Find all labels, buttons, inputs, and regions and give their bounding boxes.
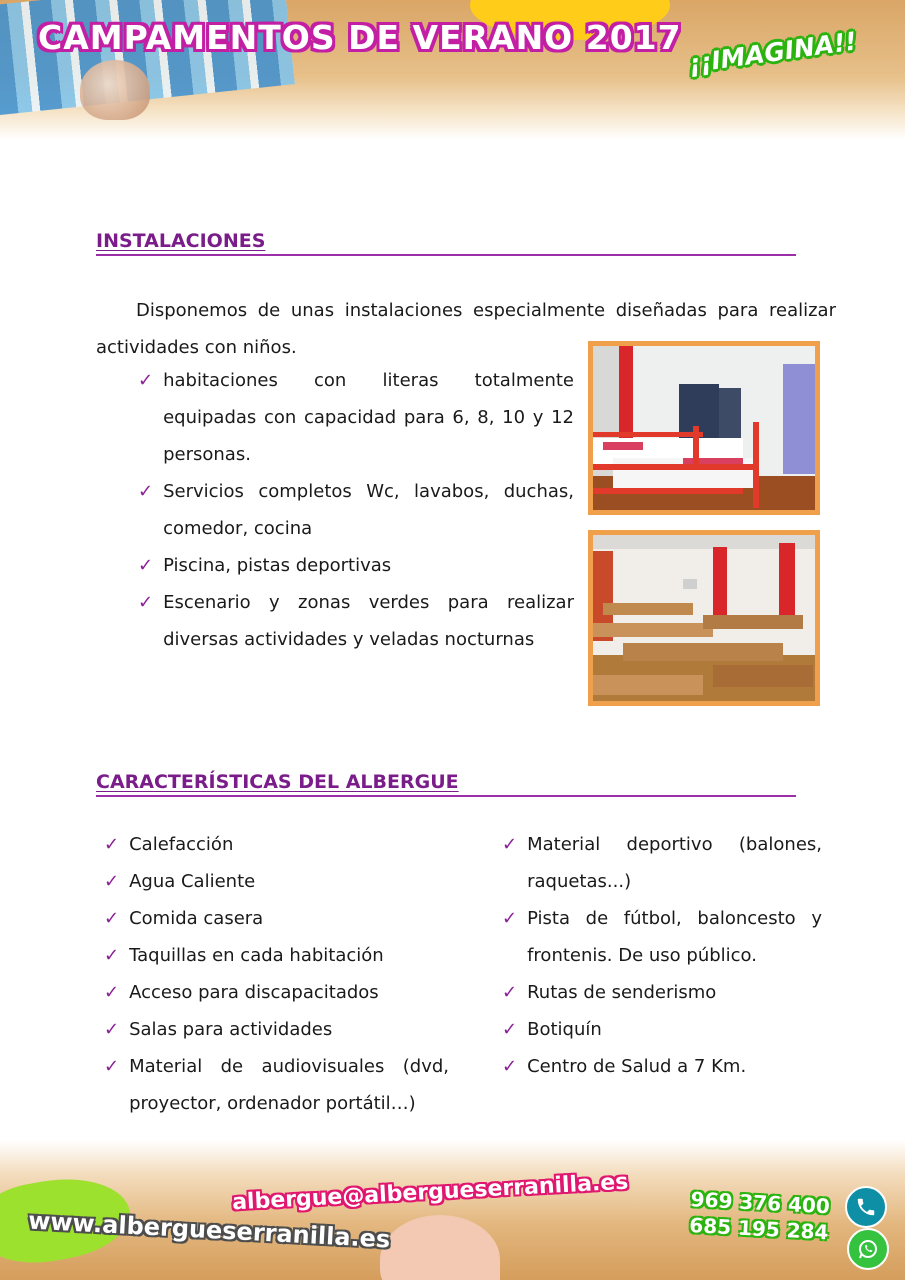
phone-number-landline[interactable]: 969 376 400 [690,1187,831,1219]
list-item: ✓ Centro de Salud a 7 Km. [502,1048,822,1085]
checkmark-icon: ✓ [104,871,120,892]
features-list-left [104,826,449,1122]
list-item: ✓ Acceso para discapacitados [104,974,449,1011]
header-banner [0,0,905,140]
checkmark-icon: ✓ [502,908,518,929]
checkmark-icon: ✓ [502,1019,518,1040]
list-item: ✓ Piscina, pistas deportivas [138,547,574,584]
checkmark-icon: ✓ [502,834,518,855]
intro-paragraph: Disponemos de unas instalaciones especialmente diseñadas para realizar actividades con niños. [96,300,836,358]
checkmark-icon: ✓ [138,592,154,613]
list-item: ✓ Servicios completos Wc, lavabos, duchas, comedor, cocina [138,473,574,547]
list-item: ✓ Rutas de senderismo [502,974,822,1011]
list-item: ✓ Pista de fútbol, baloncesto y frontenis. De uso público. [502,900,822,974]
checkmark-icon: ✓ [104,982,120,1003]
seashell-decoration [80,60,150,120]
list-item: ✓ Escenario y zonas verdes para realizar diversas actividades y veladas nocturnas [138,584,574,658]
page-title: CAMPAMENTOS DE VERANO 2017 [38,18,682,57]
checkmark-icon: ✓ [138,481,154,502]
checkmark-icon: ✓ [138,555,154,576]
checkmark-icon: ✓ [104,945,120,966]
list-item: ✓ Calefacción [104,826,449,863]
hand-decoration [380,1215,500,1280]
section-heading-caracteristicas: CARACTERÍSTICAS DEL ALBERGUE [96,771,796,797]
checkmark-icon: ✓ [502,1056,518,1077]
bedroom-illustration [593,346,815,510]
dining-room-photo [588,530,820,706]
list-item: ✓ Taquillas en cada habitación [104,937,449,974]
section-heading-instalaciones: INSTALACIONES [96,230,796,256]
website-link[interactable]: www.albergueserranilla.es [27,1206,391,1254]
checkmark-icon: ✓ [104,1056,120,1077]
features-list-right [502,826,822,1085]
list-item: ✓ Material deportivo (balones, raquetas...) [502,826,822,900]
list-item: ✓ habitaciones con literas totalmente equipadas con capacidad para 6, 8, 10 y 12 personas. [138,362,574,473]
list-item: ✓ Material de audiovisuales (dvd, proyector, ordenador portátil…) [104,1048,449,1122]
dining-room-illustration [593,535,815,701]
checkmark-icon: ✓ [104,1019,120,1040]
checkmark-icon: ✓ [104,908,120,929]
facilities-list [138,362,574,658]
checkmark-icon: ✓ [502,982,518,1003]
list-item: ✓ Salas para actividades [104,1011,449,1048]
list-item: ✓ Botiquín [502,1011,822,1048]
whatsapp-icon [847,1228,889,1270]
phone-number-mobile[interactable]: 685 195 284 [688,1213,830,1245]
tagline: ¡¡IMAGINA!! [686,26,859,79]
bedroom-photo [588,341,820,515]
checkmark-icon: ✓ [138,370,154,391]
list-item: ✓ Comida casera [104,900,449,937]
phone-icon [845,1186,887,1228]
checkmark-icon: ✓ [104,834,120,855]
phone-numbers [689,1186,842,1246]
contact-email-link[interactable]: albergue@albergueserranilla.es [231,1169,629,1216]
list-item: ✓ Agua Caliente [104,863,449,900]
